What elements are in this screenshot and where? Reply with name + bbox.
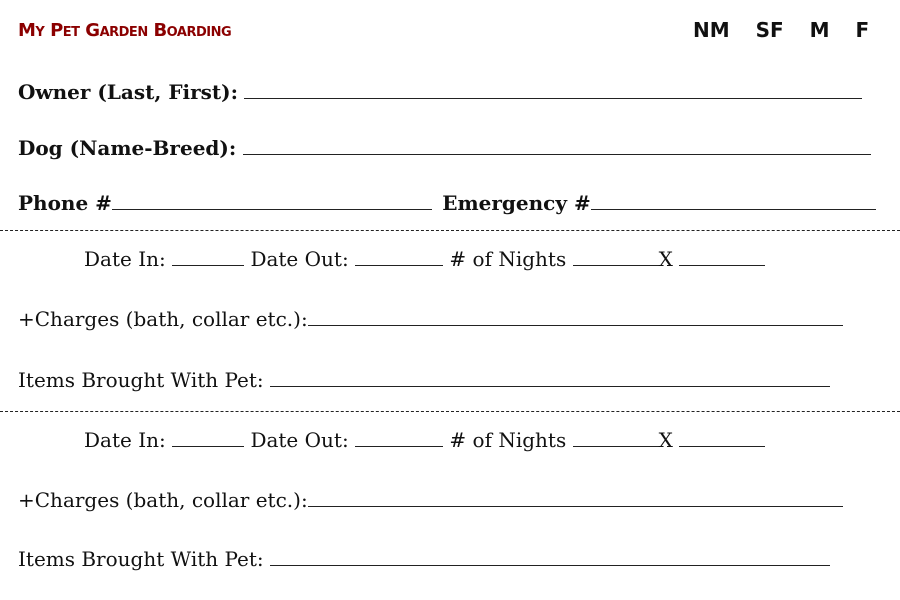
items-field[interactable] <box>270 547 830 566</box>
charges-field[interactable] <box>308 488 843 507</box>
size-options <box>693 18 888 42</box>
nights-label: # of Nights <box>449 247 567 271</box>
items-label: Items Brought With Pet: <box>18 368 264 392</box>
size-option-f[interactable]: F <box>855 18 870 42</box>
stay-2-items-row <box>18 547 830 571</box>
date-out-field[interactable] <box>355 428 443 447</box>
stay-2-dates-row <box>84 428 765 452</box>
charges-label: +Charges (bath, collar etc.): <box>18 488 308 512</box>
stay-1-dates-row <box>84 247 765 271</box>
date-out-label: Date Out: <box>250 247 349 271</box>
rate-field[interactable] <box>679 428 765 447</box>
items-label: Items Brought With Pet: <box>18 547 264 571</box>
separator-1 <box>0 230 900 231</box>
owner-row <box>18 80 862 104</box>
date-in-label: Date In: <box>84 247 166 271</box>
charges-label: +Charges (bath, collar etc.): <box>18 307 308 331</box>
dog-field[interactable] <box>243 136 871 155</box>
emergency-field[interactable] <box>591 191 876 210</box>
separator-2 <box>0 411 900 412</box>
date-in-label: Date In: <box>84 428 166 452</box>
owner-field[interactable] <box>244 80 862 99</box>
size-option-nm[interactable]: NM <box>693 18 730 42</box>
nights-field[interactable] <box>573 247 659 266</box>
emergency-label: Emergency # <box>442 191 591 215</box>
stay-1-charges-row <box>18 307 843 331</box>
phone-field[interactable] <box>112 191 432 210</box>
multiply-label: X <box>658 428 673 452</box>
dog-label: Dog (Name-Breed): <box>18 136 237 160</box>
phone-row <box>18 191 876 215</box>
date-out-field[interactable] <box>355 247 443 266</box>
size-option-sf[interactable]: SF <box>755 18 784 42</box>
multiply-label: X <box>658 247 673 271</box>
date-in-field[interactable] <box>172 428 244 447</box>
date-out-label: Date Out: <box>250 428 349 452</box>
dog-row <box>18 136 871 160</box>
date-in-field[interactable] <box>172 247 244 266</box>
nights-field[interactable] <box>573 428 659 447</box>
size-option-m[interactable]: M <box>809 18 830 42</box>
phone-label: Phone # <box>18 191 112 215</box>
nights-label: # of Nights <box>449 428 567 452</box>
stay-2-charges-row <box>18 488 843 512</box>
charges-field[interactable] <box>308 307 843 326</box>
items-field[interactable] <box>270 368 830 387</box>
brand-title: My Pet Garden Boarding <box>18 20 232 41</box>
owner-label: Owner (Last, First): <box>18 80 238 104</box>
rate-field[interactable] <box>679 247 765 266</box>
stay-1-items-row <box>18 368 830 392</box>
